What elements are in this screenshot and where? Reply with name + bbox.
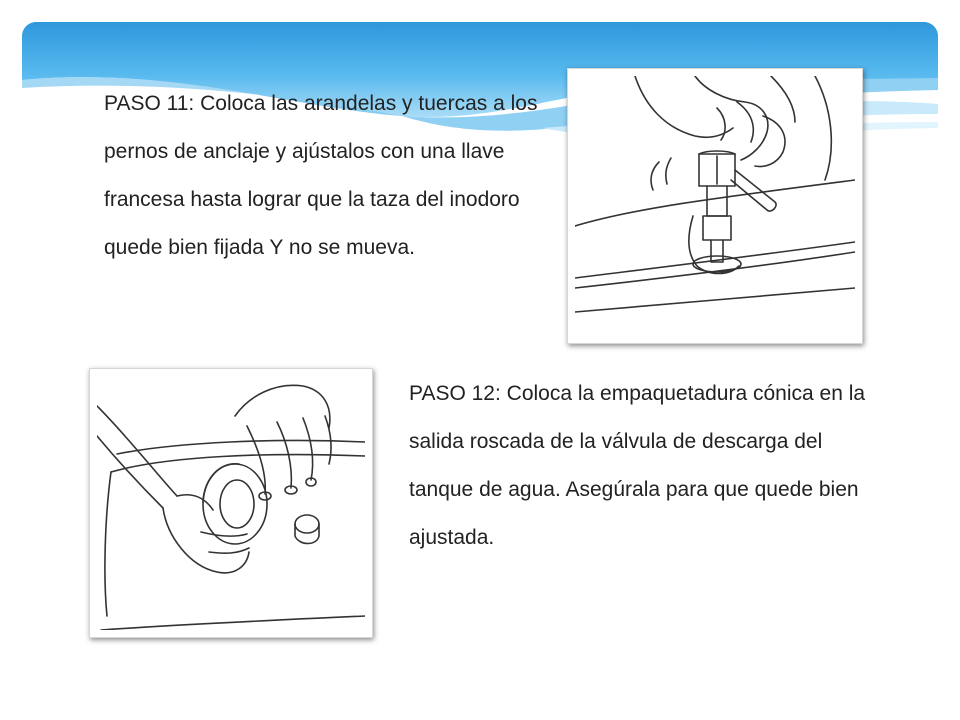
step-11-text: PASO 11: Coloca las arandelas y tuercas a los pernos de anclaje y ajústalos con una llave francesa hasta lograr que la taza del inodoro quede bien fijada Y no se mueva. bbox=[104, 92, 538, 259]
wrench-on-bolt-drawing bbox=[575, 76, 855, 336]
step-11-illustration bbox=[567, 68, 863, 344]
gasket-on-valve-drawing bbox=[97, 376, 365, 630]
step-12-text: PASO 12: Coloca la empaquetadura cónica en la salida roscada de la válvula de descarga del tanque de agua. Asegúrala para que quede bien ajustada. bbox=[409, 382, 866, 549]
step-12-illustration bbox=[89, 368, 373, 638]
